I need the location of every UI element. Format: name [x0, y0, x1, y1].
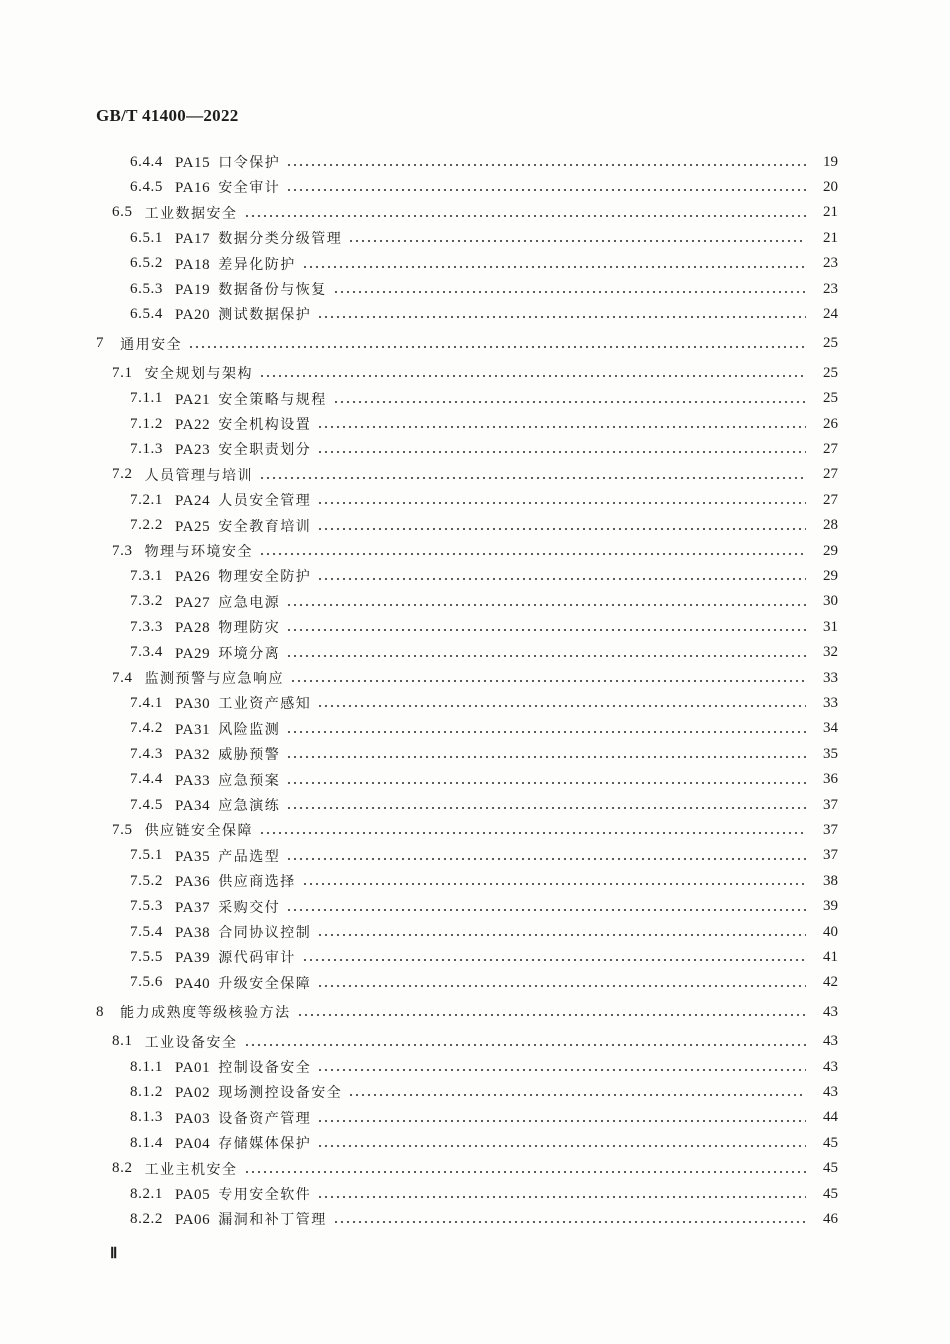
toc-leader-dots	[259, 832, 806, 834]
toc-entry-title	[175, 1209, 327, 1229]
toc-title-text: 工业主机安全	[144, 1161, 238, 1178]
toc-pa-code: PA29	[175, 645, 211, 662]
toc-entry-title	[175, 643, 280, 663]
toc-title-text: 安全职责划分	[218, 442, 312, 459]
toc-leader-dots	[286, 782, 806, 784]
toc-section-number: 6.5.3	[130, 280, 163, 297]
toc-section-number: 7.1.3	[130, 440, 163, 457]
toc-entry-title	[175, 516, 311, 536]
toc-entry-title	[175, 973, 311, 993]
toc-leader-dots	[244, 1171, 806, 1173]
toc-entry-title	[175, 279, 327, 299]
toc-leader-dots	[317, 451, 806, 453]
toc-page-number: 45	[823, 1134, 838, 1151]
toc-section-number: 7.2	[112, 466, 133, 483]
toc-section-number: 7.4.3	[130, 745, 163, 762]
toc-pa-code: PA40	[175, 975, 211, 992]
toc-page-number: 26	[823, 415, 838, 432]
toc-section-number: 7.3.2	[130, 593, 163, 610]
toc-entry-title	[175, 389, 327, 409]
toc-entry-title	[175, 439, 311, 459]
toc-leader-dots	[244, 215, 806, 217]
toc-entry[interactable]	[0, 253, 950, 275]
toc-section-number: 8.2	[112, 1160, 133, 1177]
toc-page-number: 42	[823, 974, 838, 991]
toc-section-number: 7.5	[112, 821, 133, 838]
toc-entry[interactable]	[0, 667, 950, 689]
toc-page-number: 39	[823, 898, 838, 915]
toc-entry[interactable]	[0, 794, 950, 816]
toc-pa-code: PA21	[175, 391, 211, 408]
toc-pa-code: PA03	[175, 1110, 211, 1127]
toc-section-number: 8.1.1	[130, 1058, 163, 1075]
toc-pa-code: PA24	[175, 493, 211, 510]
toc-section-number: 7.5.5	[130, 948, 163, 965]
toc-pa-code: PA31	[175, 721, 211, 738]
toc-page-number: 33	[823, 694, 838, 711]
toc-entry-title	[175, 1057, 311, 1077]
toc-title-text: 采购交付	[218, 899, 281, 916]
toc-title-text: 升级安全保障	[218, 975, 312, 992]
toc-leader-dots	[290, 680, 806, 682]
toc-entry[interactable]	[0, 870, 950, 892]
toc-entry-title	[175, 228, 342, 248]
toc-section-number: 7.1	[112, 364, 133, 381]
toc-entry[interactable]	[0, 1081, 950, 1103]
toc-leader-dots	[333, 401, 806, 403]
toc-pa-code: PA32	[175, 747, 211, 764]
toc-entry[interactable]	[0, 540, 950, 562]
toc-page-number: 43	[823, 1083, 838, 1100]
toc-title-text: 应急电源	[218, 594, 281, 611]
toc-leader-dots	[317, 1120, 806, 1122]
toc-entry[interactable]	[0, 464, 950, 486]
toc-pa-code: PA16	[175, 180, 211, 197]
toc-section-number: 7.4	[112, 669, 133, 686]
toc-title-text: 人员安全管理	[218, 493, 312, 510]
toc-entry[interactable]	[0, 202, 950, 224]
toc-pa-code: PA17	[175, 231, 211, 248]
toc-leader-dots	[286, 629, 806, 631]
toc-leader-dots	[317, 426, 806, 428]
toc-page-number: 34	[823, 720, 838, 737]
toc-entry-title	[175, 719, 280, 739]
toc-entry[interactable]	[0, 1158, 950, 1180]
toc-title-text: 安全审计	[218, 180, 281, 197]
toc-leader-dots	[302, 959, 806, 961]
toc-title-text: 源代码审计	[218, 950, 296, 967]
toc-title-text: 合同协议控制	[218, 925, 312, 941]
toc-leader-dots	[297, 1014, 806, 1016]
toc-page-number: 38	[823, 872, 838, 889]
toc-page-number: 45	[823, 1160, 838, 1177]
toc-entry[interactable]	[0, 438, 950, 460]
toc-entry[interactable]	[0, 743, 950, 765]
toc-pa-code: PA02	[175, 1085, 211, 1102]
toc-pa-code: PA39	[175, 950, 211, 967]
toc-leader-dots	[286, 731, 806, 733]
toc-title-text: 专用安全软件	[218, 1187, 312, 1203]
toc-entry-title	[145, 820, 254, 840]
toc-entry[interactable]	[0, 151, 950, 173]
toc-entry-title	[175, 947, 296, 967]
toc-section-number: 6.4.5	[130, 178, 163, 195]
toc-entry-title	[145, 668, 285, 688]
toc-entry[interactable]	[0, 921, 950, 943]
toc-title-text: 应急预案	[218, 772, 281, 789]
toc-entry-title	[175, 566, 311, 586]
toc-leader-dots	[317, 1069, 806, 1071]
toc-entry-title	[175, 304, 311, 324]
toc-title-text: 人员管理与培训	[144, 467, 254, 484]
page-number-footer: Ⅱ	[110, 1246, 118, 1262]
toc-pa-code: PA33	[175, 772, 211, 789]
toc-page-number: 37	[823, 821, 838, 838]
toc-entry-title	[175, 744, 280, 764]
toc-title-text: 安全机构设置	[218, 417, 312, 433]
toc-entry[interactable]	[0, 769, 950, 791]
toc-section-number: 6.5.2	[130, 255, 163, 272]
toc-entry-title	[175, 846, 280, 866]
toc-entry[interactable]	[0, 692, 950, 714]
toc-page-number: 43	[823, 1033, 838, 1050]
toc-entry[interactable]	[0, 176, 950, 198]
toc-pa-code: PA19	[175, 282, 211, 298]
toc-page-number: 24	[823, 305, 838, 322]
toc-entry[interactable]	[0, 278, 950, 300]
toc-section-number: 7.1.2	[130, 415, 163, 432]
toc-leader-dots	[286, 858, 806, 860]
toc-pa-code: PA15	[175, 155, 211, 171]
toc-title-text: 监测预警与应急响应	[144, 671, 285, 687]
toc-page-number: 27	[823, 466, 838, 483]
standard-code-header: GB/T 41400—2022	[96, 106, 239, 125]
toc-entry[interactable]	[0, 227, 950, 249]
toc-title-text: 存储媒体保护	[218, 1136, 312, 1153]
toc-title-text: 工业数据安全	[144, 205, 238, 222]
toc-section-number: 6.4.4	[130, 153, 163, 170]
toc-title-text: 通用安全	[120, 336, 183, 353]
toc-leader-dots	[286, 807, 806, 809]
toc-title-text: 漏洞和补丁管理	[218, 1212, 327, 1229]
toc-leader-dots	[317, 528, 806, 530]
toc-page-number: 43	[823, 1003, 838, 1020]
toc-page-number: 27	[823, 491, 838, 508]
toc-entry-title	[175, 254, 296, 274]
toc-section-number: 7.5.3	[130, 898, 163, 915]
toc-section-number: 7.4.2	[130, 720, 163, 737]
toc-title-text: 产品选型	[218, 848, 281, 865]
toc-title-text: 安全策略与规程	[218, 391, 327, 408]
toc-entry-title	[175, 1108, 311, 1128]
toc-entry[interactable]	[0, 972, 950, 994]
toc-entry[interactable]	[0, 1107, 950, 1129]
toc-entry[interactable]	[0, 362, 950, 384]
toc-entry[interactable]	[0, 515, 950, 537]
toc-pa-code: PA18	[175, 256, 211, 273]
toc-section-number: 7.5.2	[130, 872, 163, 889]
toc-leader-dots	[317, 316, 806, 318]
toc-entry[interactable]	[0, 413, 950, 435]
toc-leader-dots	[188, 346, 806, 348]
toc-leader-dots	[259, 553, 806, 555]
toc-entry-title	[175, 592, 280, 612]
toc-leader-dots	[333, 1221, 806, 1223]
toc-pa-code: PA26	[175, 569, 211, 586]
toc-entry[interactable]	[0, 1208, 950, 1230]
toc-pa-code: PA34	[175, 798, 211, 814]
toc-section-number: 7.4.5	[130, 796, 163, 813]
toc-page-number: 37	[823, 847, 838, 864]
toc-title-text: 安全教育培训	[218, 518, 312, 535]
toc-title-text: 能力成熟度等级核验方法	[120, 1005, 291, 1022]
toc-page-number: 45	[823, 1185, 838, 1202]
toc-entry[interactable]	[0, 896, 950, 918]
toc-title-text: 威胁预警	[218, 747, 281, 764]
toc-title-text: 供应商选择	[218, 874, 296, 891]
toc-leader-dots	[286, 909, 806, 911]
toc-leader-dots	[317, 502, 806, 504]
toc-section-number: 8.2.1	[130, 1185, 163, 1202]
toc-section-number: 7.1.1	[130, 390, 163, 407]
toc-entry[interactable]	[0, 642, 950, 664]
toc-section-number: 7.5.6	[130, 974, 163, 991]
toc-section-number: 7.3.4	[130, 644, 163, 661]
toc-entry-title	[175, 693, 311, 713]
toc-page-number: 27	[823, 440, 838, 457]
toc-title-text: 安全规划与架构	[144, 366, 254, 383]
toc-title-text: 工业资产感知	[218, 696, 312, 713]
toc-entry-title	[175, 490, 311, 510]
toc-pa-code: PA35	[175, 848, 211, 865]
toc-page-number: 21	[823, 229, 838, 246]
toc-section-number: 7.4.1	[130, 694, 163, 711]
toc-page-number: 28	[823, 517, 838, 534]
toc-page-number: 44	[823, 1109, 838, 1126]
toc-leader-dots	[317, 985, 806, 987]
toc-title-text: 数据分类分级管理	[218, 231, 343, 248]
toc-page-number: 23	[823, 255, 838, 272]
toc-section-number: 8.1.4	[130, 1134, 163, 1151]
toc-pa-code: PA23	[175, 442, 211, 459]
toc-section-number: 8.2.2	[130, 1210, 163, 1227]
toc-section-number: 6.5	[112, 204, 133, 221]
toc-leader-dots	[259, 477, 806, 479]
toc-entry-title	[145, 1032, 238, 1052]
toc-entry[interactable]	[0, 1132, 950, 1154]
toc-pa-code: PA28	[175, 620, 211, 637]
toc-title-text: 数据备份与恢复	[218, 282, 327, 298]
toc-page-number: 33	[823, 669, 838, 686]
toc-entry-title	[120, 334, 182, 354]
toc-leader-dots	[317, 934, 806, 936]
toc-entry-title	[175, 871, 296, 891]
toc-section-number: 7.2.2	[130, 517, 163, 534]
toc-section-number: 8.1	[112, 1033, 133, 1050]
toc-leader-dots	[317, 1196, 806, 1198]
toc-title-text: 差异化防护	[218, 256, 296, 273]
toc-entry-title	[175, 1082, 342, 1102]
toc-section-number: 8	[96, 1003, 105, 1020]
toc-entry-title	[145, 203, 238, 223]
toc-title-text: 现场测控设备安全	[218, 1085, 343, 1102]
toc-section-number: 7.5.1	[130, 847, 163, 864]
toc-title-text: 工业设备安全	[144, 1034, 238, 1051]
toc-leader-dots	[286, 189, 806, 191]
toc-entry-title	[145, 363, 254, 383]
toc-pa-code: PA05	[175, 1187, 211, 1203]
toc-entry[interactable]	[0, 591, 950, 613]
toc-page-number: 46	[823, 1210, 838, 1227]
toc-leader-dots	[286, 655, 806, 657]
toc-leader-dots	[317, 1145, 806, 1147]
toc-page-number: 23	[823, 280, 838, 297]
toc-entry[interactable]	[0, 1183, 950, 1205]
toc-entry[interactable]	[0, 946, 950, 968]
toc-page-number: 21	[823, 204, 838, 221]
toc-entry[interactable]	[0, 1056, 950, 1078]
toc-section-number: 7.3.3	[130, 618, 163, 635]
toc-entry[interactable]	[0, 489, 950, 511]
toc-title-text: 控制设备安全	[218, 1060, 312, 1076]
toc-section-number: 7.2.1	[130, 491, 163, 508]
toc-pa-code: PA20	[175, 307, 211, 324]
toc-section-number: 7.3.1	[130, 567, 163, 584]
toc-title-text: 测试数据保护	[218, 307, 312, 324]
toc-pa-code: PA01	[175, 1060, 211, 1076]
toc-title-text: 供应链安全保障	[144, 823, 254, 840]
toc-pa-code: PA30	[175, 696, 211, 713]
toc-leader-dots	[302, 883, 806, 885]
toc-title-text: 环境分离	[218, 645, 281, 662]
toc-title-text: 风险监测	[218, 721, 281, 738]
toc-entry[interactable]	[0, 616, 950, 638]
toc-leader-dots	[333, 291, 806, 293]
toc-pa-code: PA27	[175, 594, 211, 611]
toc-pa-code: PA06	[175, 1212, 211, 1229]
toc-title-text: 应急演练	[218, 798, 281, 814]
toc-section-number: 8.1.3	[130, 1109, 163, 1126]
toc-pa-code: PA04	[175, 1136, 211, 1153]
toc-entry-title	[175, 1184, 311, 1204]
toc-entry[interactable]	[0, 303, 950, 325]
toc-leader-dots	[348, 1094, 806, 1096]
toc-page-number: 30	[823, 593, 838, 610]
toc-page-number: 29	[823, 567, 838, 584]
toc-page-number: 40	[823, 923, 838, 940]
toc-pa-code: PA37	[175, 899, 211, 916]
toc-section-number: 7.5.4	[130, 923, 163, 940]
toc-entry[interactable]	[0, 819, 950, 841]
toc-leader-dots	[286, 756, 806, 758]
toc-page-number: 25	[823, 335, 838, 352]
toc-page-number: 32	[823, 644, 838, 661]
toc-entry-title	[175, 897, 280, 917]
toc-entry[interactable]	[0, 388, 950, 410]
toc-leader-dots	[244, 1044, 806, 1046]
toc-entry-title	[145, 541, 254, 561]
toc-entry[interactable]	[0, 333, 950, 355]
toc-leader-dots	[348, 240, 806, 242]
toc-entry[interactable]	[0, 1031, 950, 1053]
toc-entry-title	[175, 795, 280, 815]
toc-entry[interactable]	[0, 565, 950, 587]
toc-page-number: 29	[823, 542, 838, 559]
toc-entry-title	[175, 1133, 311, 1153]
toc-page-number: 25	[823, 390, 838, 407]
toc-page-number: 37	[823, 796, 838, 813]
toc-entry-title	[175, 922, 311, 942]
toc-leader-dots	[286, 604, 806, 606]
toc-pa-code: PA38	[175, 925, 211, 941]
toc-page-number: 43	[823, 1058, 838, 1075]
toc-pa-code: PA25	[175, 518, 211, 535]
toc-title-text: 设备资产管理	[218, 1110, 312, 1127]
toc-entry[interactable]	[0, 845, 950, 867]
toc-entry[interactable]	[0, 1001, 950, 1023]
toc-section-number: 7.4.4	[130, 771, 163, 788]
toc-page-number: 41	[823, 948, 838, 965]
toc-entry-title	[145, 465, 254, 485]
toc-page-number: 35	[823, 745, 838, 762]
toc-leader-dots	[317, 705, 806, 707]
toc-page-number: 19	[823, 153, 838, 170]
toc-entry-title	[175, 617, 280, 637]
toc-section-number: 8.1.2	[130, 1083, 163, 1100]
toc-entry-title	[175, 770, 280, 790]
toc-title-text: 物理安全防护	[218, 569, 312, 586]
toc-page-number: 31	[823, 618, 838, 635]
toc-leader-dots	[302, 266, 806, 268]
toc-leader-dots	[286, 164, 806, 166]
toc-page-number: 20	[823, 178, 838, 195]
toc-section-number: 6.5.1	[130, 229, 163, 246]
toc-title-text: 口令保护	[218, 155, 281, 171]
toc-section-number: 7.3	[112, 542, 133, 559]
toc-entry-title	[175, 177, 280, 197]
toc-entry[interactable]	[0, 718, 950, 740]
toc-section-number: 6.5.4	[130, 305, 163, 322]
toc-entry-title	[120, 1002, 291, 1022]
toc-entry-title	[175, 414, 311, 434]
toc-entry-title	[145, 1159, 238, 1179]
toc-leader-dots	[317, 578, 806, 580]
toc-entry-title	[175, 152, 280, 172]
toc-section-number: 7	[96, 335, 105, 352]
toc-pa-code: PA22	[175, 417, 211, 433]
toc-title-text: 物理防灾	[218, 620, 281, 637]
toc-leader-dots	[259, 375, 806, 377]
toc-pa-code: PA36	[175, 874, 211, 891]
toc-page-number: 36	[823, 771, 838, 788]
toc-page-number: 25	[823, 364, 838, 381]
toc-title-text: 物理与环境安全	[144, 544, 254, 560]
